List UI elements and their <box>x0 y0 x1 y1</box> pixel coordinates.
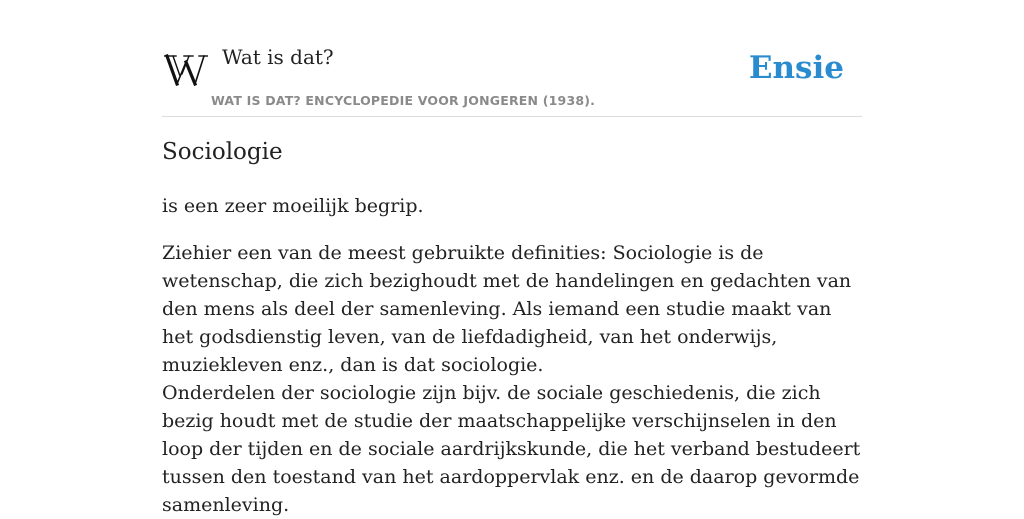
entry-paragraph: Ziehier een van de meest gebruikte definities: Sociologie is de wetenschap, die zich bezighoudt met de handelingen en gedachten van den mens als deel der samenleving. Als iemand een studie maakt van het godsdienstig leven, van de liefdadigheid, van het onderwijs, muziekleven enz., dan is dat sociologie. <box>162 242 852 376</box>
brand-logo-link[interactable]: Ensie <box>748 50 844 86</box>
wikisource-w-icon <box>164 50 208 90</box>
header <box>162 0 862 117</box>
entry-title: Sociologie <box>162 139 283 165</box>
entry-lead: is een zeer moeilijk begrip. <box>162 195 424 217</box>
source-title: Wat is dat? <box>222 45 334 69</box>
page <box>162 0 862 516</box>
source-subtitle: WAT IS DAT? ENCYCLOPEDIE VOOR JONGEREN (1938). <box>211 93 596 108</box>
entry-paragraph: Onderdelen der sociologie zijn bijv. de sociale geschiedenis, die zich bezig houdt met de studie der maatschappelijke verschijnselen in den loop der tijden en de sociale aardrijkskunde, die het verband bestudeert tussen den toestand van het aardoppervlak enz. en de daarop gevormde samenleving. <box>162 382 861 516</box>
